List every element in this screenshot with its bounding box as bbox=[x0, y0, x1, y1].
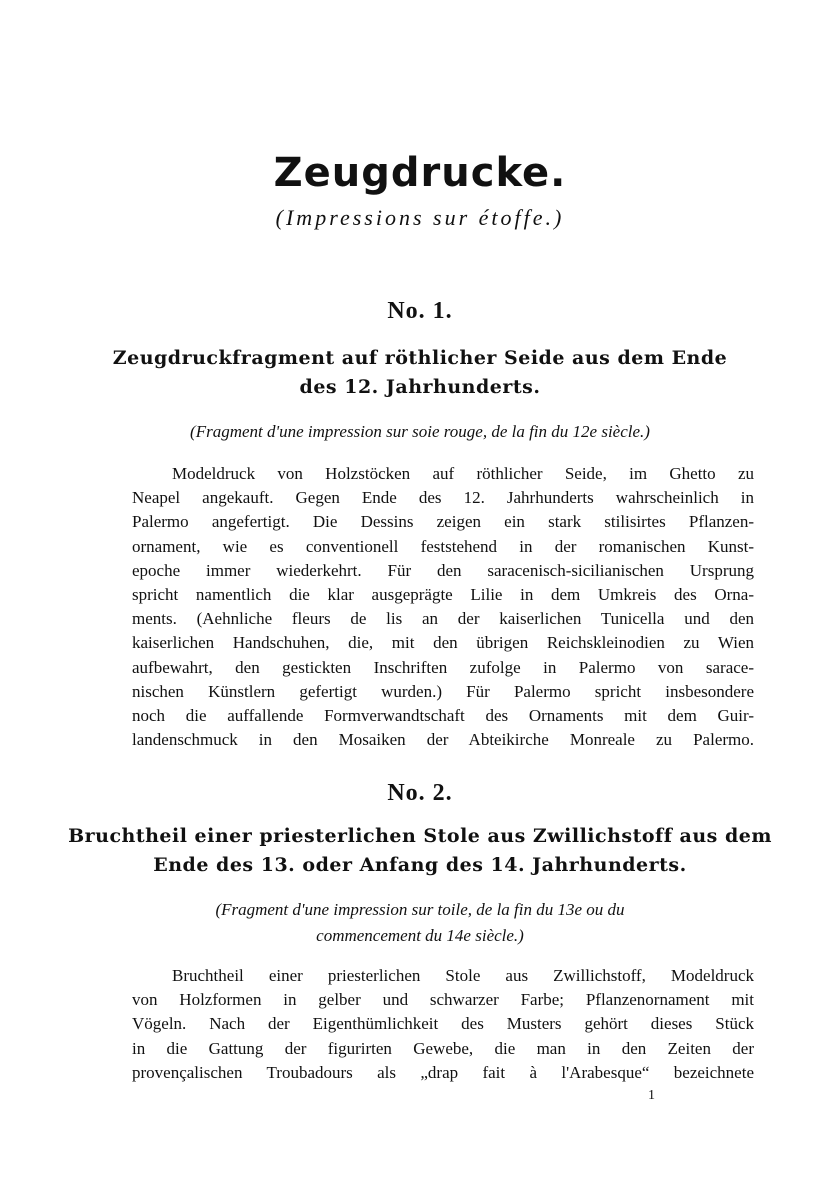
body-line: Modeldruck von Holzstöcken auf röthlicher Seide, im Ghetto zu bbox=[172, 464, 754, 483]
entry-heading-line: des 12. Jahrhunderts. bbox=[299, 376, 541, 398]
body-line: Bruchtheil einer priesterlichen Stole aus Zwillichstoff, Modeldruck bbox=[172, 966, 754, 985]
page-number: 1 bbox=[648, 1088, 655, 1103]
body-line: landenschmuck in den Mosaiken der Abteikirche Monreale zu Palermo. bbox=[132, 730, 754, 750]
body-line: spricht namentlich die klar ausgeprägte Lilie in dem Umkreis des Orna- bbox=[132, 585, 754, 605]
french-caption-line: commencement du 14e siècle.) bbox=[316, 926, 524, 945]
body-line: Neapel angekauft. Gegen Ende des 12. Jahrhunderts wahrscheinlich in bbox=[132, 488, 754, 508]
body-line: aufbewahrt, den gestickten Inschriften zufolge in Palermo von sarace- bbox=[132, 657, 754, 677]
body-line: Palermo angefertigt. Die Dessins zeigen ein stark stilisirtes Pflanzen- bbox=[132, 512, 754, 532]
entry-number: No. 1. bbox=[387, 298, 453, 324]
entry-heading-line: Zeugdruckfragment auf röthlicher Seide aus dem Ende bbox=[112, 347, 728, 369]
body-line: von Holzformen in gelber und schwarzer Farbe; Pflanzenornament mit bbox=[132, 990, 754, 1010]
body-line: kaiserlichen Handschuhen, die, mit den übrigen Reichskleinodien zu Wien bbox=[132, 633, 754, 653]
entry-heading-line: Bruchtheil einer priesterlichen Stole aus Zwillichstoff aus dem bbox=[68, 825, 772, 847]
french-caption-line: (Fragment d'une impression sur toile, de la fin du 13e ou du bbox=[215, 900, 625, 919]
entry-heading-line: Ende des 13. oder Anfang des 14. Jahrhunderts. bbox=[153, 854, 687, 876]
body-line: Vögeln. Nach der Eigenthümlichkeit des Musters gehört dieses Stück bbox=[132, 1014, 754, 1034]
page-subtitle: (Impressions sur étoffe.) bbox=[275, 205, 565, 230]
entry-body-paragraph bbox=[132, 964, 754, 1085]
body-line: in die Gattung der figurirten Gewebe, die man in den Zeiten der bbox=[132, 1038, 754, 1058]
body-line: ments. (Aehnliche fleurs de lis an der kaiserlichen Tunicella und den bbox=[132, 609, 754, 629]
body-line: nischen Künstlern gefertigt wurden.) Für Palermo spricht insbesondere bbox=[132, 681, 754, 701]
entry-number: No. 2. bbox=[387, 780, 453, 806]
body-line: provençalischen Troubadours als „drap fait à l'Arabesque“ bezeichnete bbox=[132, 1062, 754, 1082]
body-line: noch die auffallende Formverwandtschaft des Ornaments mit dem Guir- bbox=[132, 706, 754, 726]
page-title: Zeugdrucke. bbox=[273, 150, 567, 196]
body-line: epoche immer wiederkehrt. Für den saracenisch-sicilianischen Ursprung bbox=[132, 560, 754, 580]
entry-body-paragraph bbox=[132, 462, 754, 752]
body-line: ornament, wie es conventionell feststehend in der romanischen Kunst- bbox=[132, 536, 754, 556]
french-caption-line: (Fragment d'une impression sur soie rouge, de la fin du 12e siècle.) bbox=[190, 422, 650, 441]
